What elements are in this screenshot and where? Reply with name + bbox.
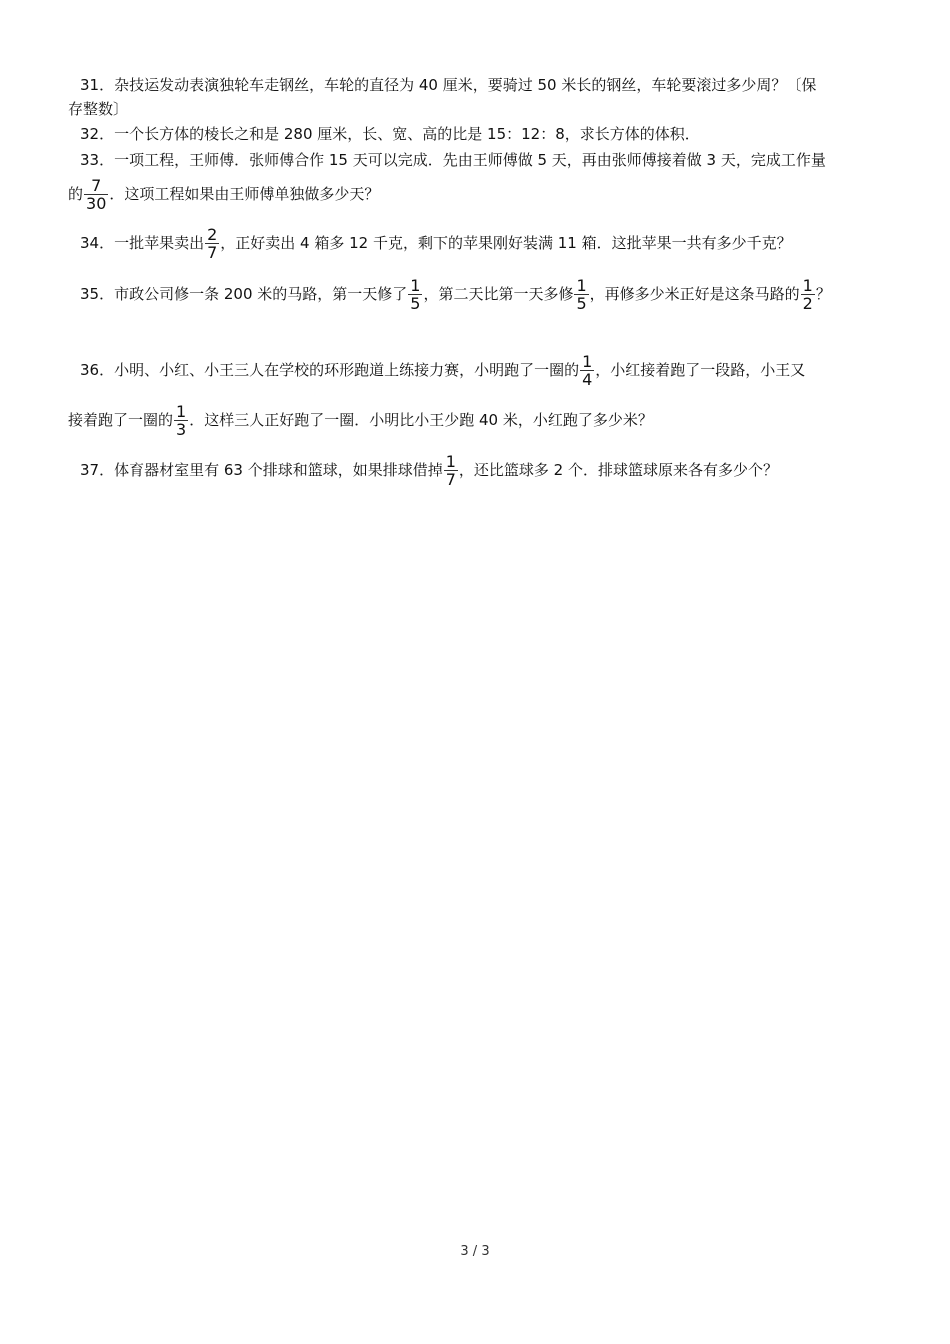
q35-fraction-2 (574, 277, 588, 312)
q37-fraction (444, 453, 458, 488)
q35-frac1-num: 1 (410, 276, 421, 295)
q36-frac1-num: 1 (582, 352, 593, 371)
q36-pre: 36．小明、小红、小王三人在学校的环形跑道上练接力赛，小明跑了一圈的 (80, 361, 580, 379)
q34-pre: 34．一批苹果卖出 (80, 234, 205, 252)
q36-frac2-num: 1 (176, 402, 187, 421)
q34-fraction (205, 226, 219, 261)
q35-mid2: ，再修多少米正好是这条马路的 (589, 285, 800, 303)
q36-line2-pre: 接着跑了一圈的 (68, 411, 174, 429)
q33-fraction (84, 177, 108, 212)
q36-frac2-den: 3 (176, 420, 187, 439)
q31-line2: 存整数〕 (68, 100, 129, 118)
q36-fraction-1 (580, 353, 594, 388)
q36-post: ，小红接着跑了一段路，小王又 (595, 361, 806, 379)
q34-frac-num: 2 (207, 225, 218, 244)
q36-frac1-den: 4 (582, 370, 593, 389)
q37-frac-den: 7 (445, 470, 456, 489)
q35-mid: ，第二天比第一天多修 (423, 285, 574, 303)
q35-frac2-num: 1 (576, 276, 587, 295)
q33-post: ．这项工程如果由王师傅单独做多少天？ (109, 185, 380, 203)
q37-post: ，还比篮球多 2 个．排球篮球原来各有多少个？ (458, 461, 778, 479)
q35-frac3-den: 2 (802, 294, 813, 313)
q35-fraction-1 (408, 277, 422, 312)
q35-frac2-den: 5 (576, 294, 587, 313)
q33-frac-num: 7 (91, 176, 102, 195)
q36-line2-post: ．这样三人正好跑了一圈．小明比小王少跑 40 米，小红跑了多少米？ (189, 411, 653, 429)
q36-fraction-2 (174, 403, 188, 438)
question-32: 32．一个长方体的棱长之和是 280 厘米，长、宽、高的比是 15：12：8，求长方体的体积． (80, 125, 700, 143)
question-35 (80, 274, 831, 314)
question-34 (80, 223, 792, 263)
question-37 (80, 450, 778, 490)
q35-pre: 35．市政公司修一条 200 米的马路，第一天修了 (80, 285, 408, 303)
q37-frac-num: 1 (445, 452, 456, 471)
q33-pre: 的 (68, 185, 84, 203)
q35-frac3-num: 1 (802, 276, 813, 295)
q35-frac1-den: 5 (410, 294, 421, 313)
q33-line2 (68, 174, 379, 214)
q34-post: ，正好卖出 4 箱多 12 千克，剩下的苹果刚好装满 11 箱．这批苹果一共有多少千克？ (220, 234, 792, 252)
q36-line2 (68, 400, 653, 440)
page-number: 3 / 3 (460, 1244, 490, 1259)
q35-post: ？ (815, 285, 831, 303)
q37-pre: 37．体育器材室里有 63 个排球和篮球，如果排球借掉 (80, 461, 443, 479)
q31-line1: 31．杂技运发动表演独轮车走钢丝，车轮的直径为 40 厘米，要骑过 50 米长的钢丝，车轮要滚过多少周？〔保 (80, 76, 817, 94)
q33-frac-den: 30 (86, 194, 107, 213)
q34-frac-den: 7 (207, 243, 218, 262)
q35-fraction-3 (801, 277, 815, 312)
q36-line1 (80, 350, 805, 390)
q33-line1: 33．一项工程，王师傅．张师傅合作 15 天可以完成．先由王师傅做 5 天，再由张师傅接着做 3 天，完成工作量 (80, 151, 826, 169)
